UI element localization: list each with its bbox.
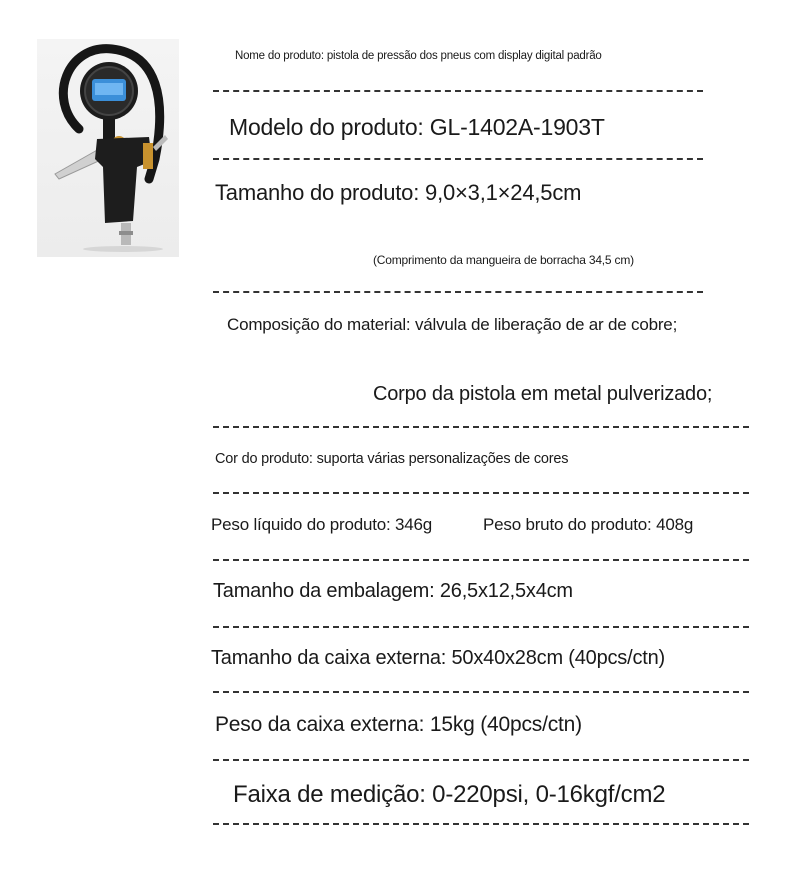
carton-weight: Peso da caixa externa: 15kg (40pcs/ctn) — [215, 713, 582, 736]
divider — [213, 559, 749, 561]
divider — [213, 759, 749, 761]
hose-length-note: (Comprimento da mangueira de borracha 34,5 cm) — [373, 253, 634, 267]
product-size: Tamanho do produto: 9,0×3,1×24,5cm — [215, 180, 582, 205]
divider — [213, 492, 749, 494]
material-composition: Composição do material: válvula de liberação de ar de cobre; — [227, 315, 678, 334]
package-size: Tamanho da embalagem: 26,5x12,5x4cm — [213, 580, 573, 602]
divider — [213, 691, 749, 693]
divider — [213, 626, 749, 628]
divider — [213, 90, 703, 92]
tire-inflator-gun-icon — [37, 39, 179, 257]
product-image — [37, 39, 179, 257]
measurement-range: Faixa de medição: 0-220psi, 0-16kgf/cm2 — [233, 781, 666, 808]
carton-size: Tamanho da caixa externa: 50x40x28cm (40pcs/ctn) — [211, 647, 665, 669]
gun-body-material: Corpo da pistola em metal pulverizado; — [373, 383, 713, 405]
product-color: Cor do produto: suporta várias personalizações de cores — [215, 451, 569, 467]
product-name: Nome do produto: pistola de pressão dos pneus com display digital padrão — [235, 50, 602, 62]
divider — [213, 291, 703, 293]
divider — [213, 426, 749, 428]
divider — [213, 823, 749, 825]
gross-weight: Peso bruto do produto: 408g — [483, 515, 694, 534]
divider — [213, 158, 703, 160]
net-weight: Peso líquido do produto: 346g — [211, 515, 433, 534]
product-model: Modelo do produto: GL-1402A-1903T — [229, 114, 605, 140]
